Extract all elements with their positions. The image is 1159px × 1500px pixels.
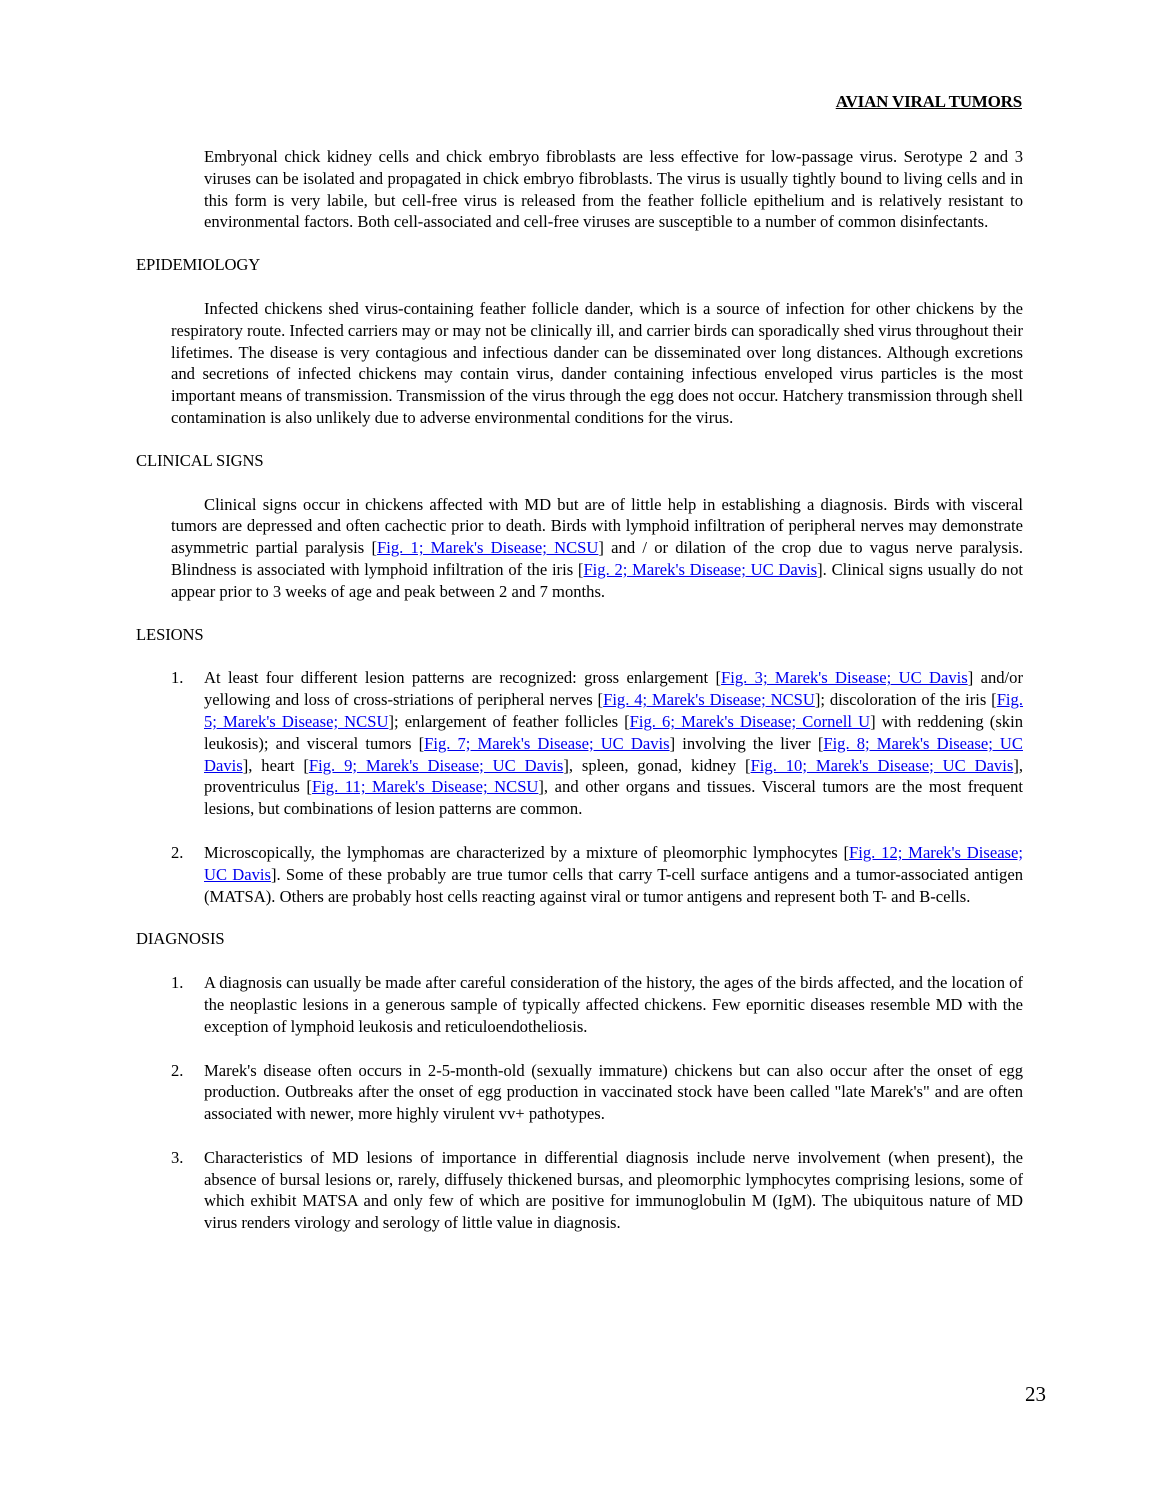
clinical-signs-paragraph <box>171 494 1023 603</box>
epidemiology-paragraph: Infected chickens shed virus-containing feather follicle dander, which is a source of infection for other chickens by the respiratory route. Infected carriers may or may not be clinically ill, and carrier birds can sporadically shed virus throughout their lifetimes. The disease is very contagious and infectious dander can be disseminated over long distances. Although excretions and secretions of infected chickens may contain virus, dander containing infectious enveloped virus particles is the most important means of transmission. Transmission of the virus through the egg does not occur. Hatchery transmission through shell contamination is also unlikely due to adverse environmental conditions for the virus. <box>171 298 1023 427</box>
list-number: 3. <box>171 1147 184 1167</box>
diagnosis-list <box>136 972 1023 1234</box>
lesions-list <box>136 667 1023 907</box>
list-text: Characteristics of MD lesions of importance in differential diagnosis include nerve involvement (when present), the absence of bursal lesions or, rarely, diffusely thickened bursas, and pleomorphic lymphocytes comprising lesions, some of which exhibit MATSA and only few of which are positive for immunoglobulin M (IgM). The ubiquitous nature of MD virus renders virology and serology of little value in diagnosis. <box>204 1147 1023 1233</box>
section-heading-epidemiology: EPIDEMIOLOGY <box>136 255 261 275</box>
lesions-list-item <box>171 667 1024 820</box>
fig-6-link[interactable]: Fig. 6; Marek's Disease; Cornell U <box>629 711 871 731</box>
text-span: ]. Clinical signs usually do not appear prior to 3 weeks of age and peak between 2 and 7 months. <box>171 559 1023 601</box>
text-span: ]. Some of these probably are true tumor cells that carry T-cell surface antigens and a tumor-associated antigen (MATSA). Others are probably host cells reacting against viral or tumor antigens and represent both T- and B-cells. <box>204 864 1023 906</box>
list-number: 2. <box>171 1060 184 1080</box>
fig-10-link[interactable]: Fig. 10; Marek's Disease; UC Davis <box>750 755 1014 775</box>
text-span: ]; discoloration of the iris [ <box>814 690 997 710</box>
fig-5-link[interactable]: Fig. 5; Marek's Disease; NCSU <box>204 690 1023 731</box>
list-text: A diagnosis can usually be made after careful consideration of the history, the ages of the birds affected, and the location of the neoplastic lesions in a generous sample of typically affected chickens. Few epornitic diseases resemble MD with the exception of lymphoid leukosis and reticuloendotheliosis. <box>204 973 1023 1036</box>
intro-paragraph: Embryonal chick kidney cells and chick embryo fibroblasts are less effective for low-passage virus. Serotype 2 and 3 viruses can be isolated and propagated in chick embryo fibroblasts. The virus is usually tightly bound to living cells and in this form is very labile, but cell-free virus is released from the feather follicle epithelium and is relatively resistant to environmental factors. Both cell-associated and cell-free viruses are susceptible to a number of common disinfectants. <box>204 147 1023 232</box>
diagnosis-list-item <box>171 972 1023 1037</box>
text-span: At least four different lesion patterns are recognized: gross enlargement [ <box>204 668 722 688</box>
list-text: Marek's disease often occurs in 2-5-month-old (sexually immature) chickens but can also occur after the onset of egg production. Outbreaks after the onset of egg production in vaccinated stock have been called "late Marek's" and are often associated with newer, more highly virulent vv+ pathotypes. <box>204 1060 1023 1124</box>
section-heading-clinical-signs: CLINICAL SIGNS <box>136 450 264 470</box>
fig-4-link[interactable]: Fig. 4; Marek's Disease; NCSU <box>603 690 815 710</box>
text-span: ], proventriculus [ <box>204 755 1023 797</box>
section-heading-lesions: LESIONS <box>136 624 204 644</box>
text-span: ], spleen, gonad, kidney [ <box>563 755 751 775</box>
fig-12-link[interactable]: Fig. 12; Marek's Disease; UC Davis <box>204 842 1023 884</box>
fig-11-link[interactable]: Fig. 11; Marek's Disease; NCSU <box>311 777 539 797</box>
diagnosis-list-item <box>171 1060 1023 1125</box>
text-span: ]; enlargement of feather follicles [ <box>388 711 630 731</box>
text-span: ] and / or dilation of the crop due to vagus nerve paralysis. Blindness is associated with lymphoid infiltration of the iris [ <box>171 538 1023 579</box>
running-title: AVIAN VIRAL TUMORS <box>835 92 1022 111</box>
text-span: ] with reddening (skin leukosis); and visceral tumors [ <box>204 711 1023 753</box>
list-number: 2. <box>171 842 184 862</box>
text-span: ] and/or yellowing and loss of cross-striations of peripheral nerves [ <box>204 668 1023 710</box>
text-span: ] involving the liver [ <box>669 733 824 753</box>
fig-1-link[interactable]: Fig. 1; Marek's Disease; NCSU <box>377 538 599 558</box>
list-number: 1. <box>171 668 184 688</box>
list-number: 1. <box>171 973 184 993</box>
fig-9-link[interactable]: Fig. 9; Marek's Disease; UC Davis <box>308 755 564 775</box>
page-content <box>136 146 1023 1256</box>
lesions-list-item <box>171 842 1023 907</box>
text-span: ], and other organs and tissues. Visceral tumors are the most frequent lesions, but combinations of lesion patterns are common. <box>204 777 1024 819</box>
fig-8-link[interactable]: Fig. 8; Marek's Disease; UC Davis <box>204 733 1023 775</box>
fig-3-link[interactable]: Fig. 3; Marek's Disease; UC Davis <box>721 668 968 688</box>
fig-2-link[interactable]: Fig. 2; Marek's Disease; UC Davis <box>583 559 818 579</box>
diagnosis-list-item <box>171 1147 1023 1234</box>
text-span: ], heart [ <box>242 755 309 775</box>
page-number: 23 <box>1025 1382 1046 1406</box>
fig-7-link[interactable]: Fig. 7; Marek's Disease; UC Davis <box>424 733 670 753</box>
section-heading-diagnosis: DIAGNOSIS <box>136 929 225 949</box>
text-span: Clinical signs occur in chickens affected with MD but are of little help in establishing a diagnosis. Birds with visceral tumors are depressed and often cachectic prior to death. Birds with lymphoid infiltration of peripheral nerves may demonstrate asymmetric partial paralysis [ <box>171 494 1023 558</box>
text-span: Microscopically, the lymphomas are characterized by a mixture of pleomorphic lymphocytes [ <box>204 842 850 862</box>
